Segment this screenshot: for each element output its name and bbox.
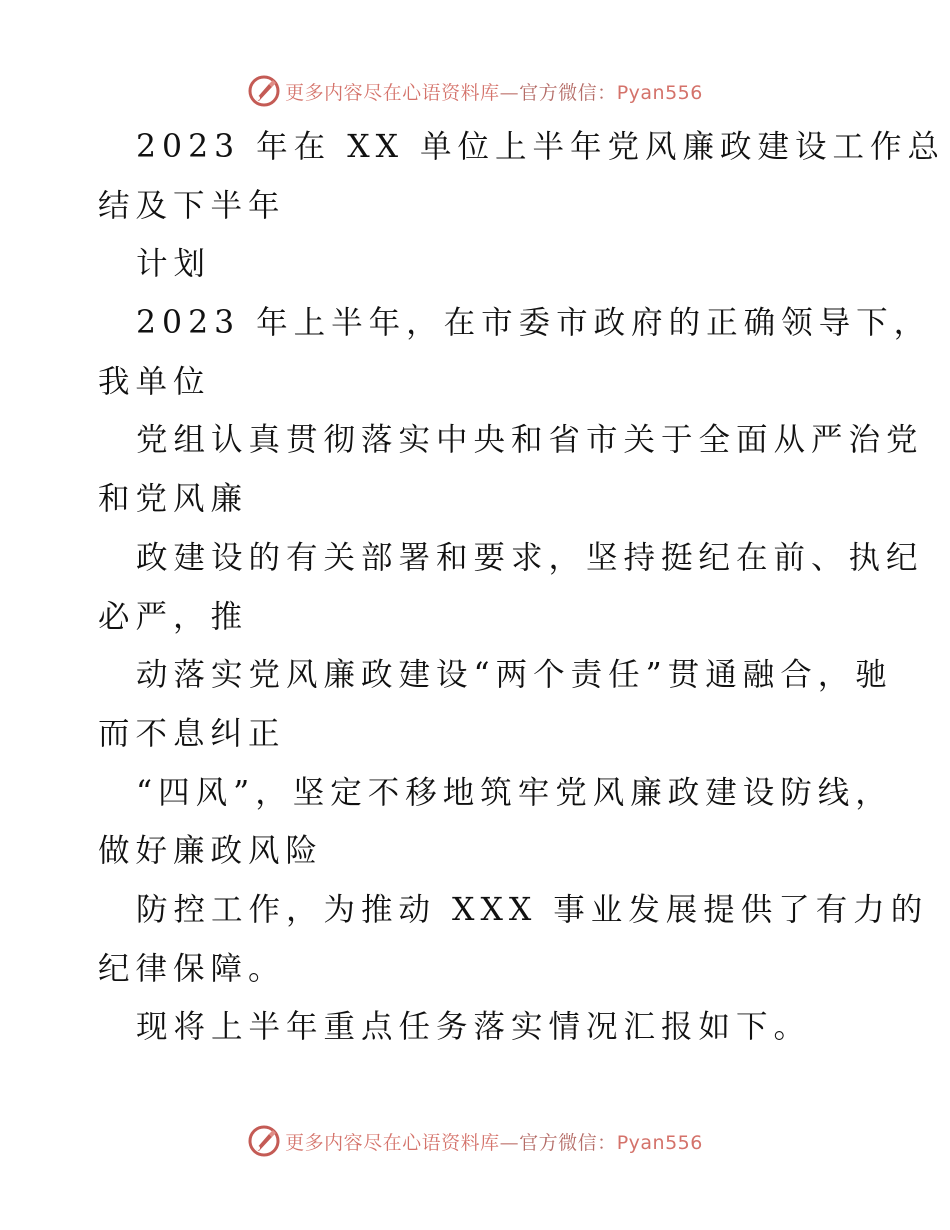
pen-seal-icon <box>247 1124 281 1158</box>
paragraph-line: 动落实党风廉政建设“两个责任”贯通融合，驰 <box>136 657 893 694</box>
paragraph-line: 防控工作，为推动 XXX 事业发展提供了有力的 <box>136 891 929 928</box>
banner-wechat-label: 官方微信： <box>519 81 617 104</box>
banner-wechat-id: Pyan556 <box>616 81 703 104</box>
banner-text <box>285 78 703 105</box>
paragraph-line: 现将上半年重点任务落实情况汇报如下。 <box>136 1009 812 1046</box>
banner-main-text: 更多内容尽在心语资料库 <box>285 1131 500 1154</box>
banner-dash: — <box>499 1131 520 1154</box>
paragraph-line: 做好廉政风险 <box>98 833 324 870</box>
paragraph-line: 而不息纠正 <box>98 715 286 752</box>
title-line-2: 结及下半年 <box>98 187 286 224</box>
banner-wechat-id: Pyan556 <box>616 1131 703 1154</box>
banner-wechat-label: 官方微信： <box>519 1131 617 1154</box>
footer-banner <box>0 1121 950 1161</box>
title-line-3: 计划 <box>136 246 212 283</box>
paragraph-line: “四风”，坚定不移地筑牢党风廉政建设防线， <box>136 774 893 811</box>
header-banner <box>0 71 950 111</box>
document-body <box>98 118 946 1057</box>
paragraph-line: 党组认真贯彻落实中央和省市关于全面从严治党 <box>136 422 924 459</box>
paragraph-line: 纪律保障。 <box>98 950 286 987</box>
paragraph-line: 2023 年上半年，在市委市政府的正确领导下， <box>136 305 932 342</box>
title-line-1: 2023 年在 XX 单位上半年党风廉政建设工作总 <box>136 129 946 165</box>
paragraph-line: 必严，推 <box>98 598 249 635</box>
banner-dash: — <box>499 81 520 104</box>
pen-seal-icon <box>247 74 281 108</box>
paragraph-line: 政建设的有关部署和要求，坚持挺纪在前、执纪 <box>136 539 924 576</box>
banner-text <box>285 1128 703 1155</box>
banner-main-text: 更多内容尽在心语资料库 <box>285 81 500 104</box>
paragraph-line: 我单位 <box>98 363 211 400</box>
paragraph-line: 和党风廉 <box>98 481 249 518</box>
